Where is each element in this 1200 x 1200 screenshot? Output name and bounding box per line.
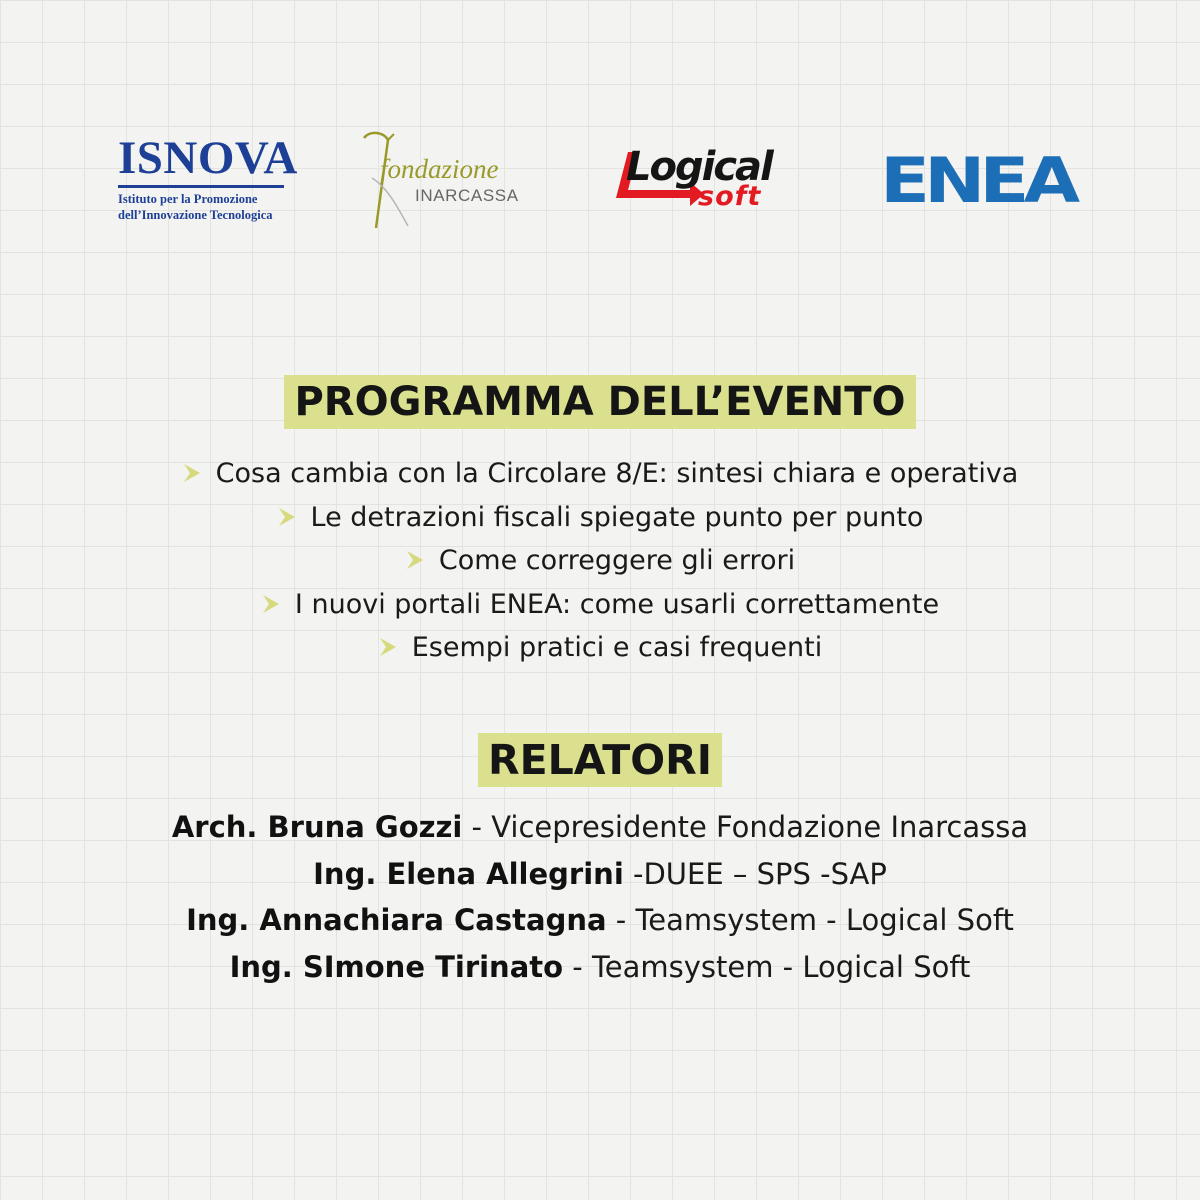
speakers-heading [0, 733, 1200, 787]
enea-logo [880, 144, 1080, 217]
fondazione-logo-line2: INARCASSA [415, 186, 519, 205]
list-item [0, 496, 1200, 540]
program-heading [0, 375, 1200, 429]
speaker-name: Ing. SImone Tirinato [229, 949, 564, 984]
chevron-right-icon [277, 506, 297, 528]
logical-logo-line1: Logical [626, 144, 772, 190]
list-item [0, 583, 1200, 627]
speaker-row [0, 804, 1200, 851]
fondazione-logo-line1: fondazione [380, 154, 499, 184]
program-heading-text: PROGRAMMA DELL’EVENTO [284, 375, 915, 429]
speaker-row [0, 897, 1200, 944]
isnova-logo-divider [118, 185, 284, 188]
enea-logo-name: ENEA [880, 144, 1075, 217]
speaker-role: -DUEE – SPS -SAP [623, 856, 887, 891]
logical-soft-logo [612, 144, 827, 218]
program-item-text: I nuovi portali ENEA: come usarli correttamente [294, 588, 940, 620]
speaker-role: - Teamsystem - Logical Soft [606, 903, 1014, 937]
chevron-right-icon [405, 549, 425, 571]
chevron-right-icon [261, 593, 281, 615]
chevron-right-icon [378, 636, 398, 658]
isnova-logo-line2: dell’Innovazione Tecnologica [118, 208, 273, 222]
isnova-logo [118, 132, 298, 223]
chevron-right-icon [182, 462, 202, 484]
isnova-logo-line1: Istituto per la Promozione [118, 192, 258, 206]
speaker-role: - Teamsystem - Logical Soft [563, 949, 971, 984]
program-item-text: Le detrazioni fiscali spiegate punto per punto [310, 501, 924, 533]
program-item-text: Esempi pratici e casi frequenti [411, 632, 823, 663]
speaker-role: - Vicepresidente Fondazione Inarcassa [462, 810, 1029, 844]
speaker-name: Ing. Annachiara Castagna [186, 903, 607, 937]
speaker-row [0, 944, 1200, 991]
speaker-name: Arch. Bruna Gozzi [171, 810, 463, 844]
speaker-row [0, 851, 1200, 898]
speakers-list [0, 804, 1200, 990]
isnova-logo-name: ISNOVA [118, 132, 298, 184]
logical-logo-line2: soft [698, 181, 762, 212]
list-item [0, 539, 1200, 583]
program-item-text: Cosa cambia con la Circolare 8/E: sintesi chiara e operativa [215, 458, 1019, 489]
list-item [0, 626, 1200, 670]
fondazione-inarcassa-logo [358, 128, 548, 232]
program-list [0, 452, 1200, 670]
speakers-heading-text: RELATORI [478, 733, 722, 787]
list-item [0, 452, 1200, 496]
speaker-name: Ing. Elena Allegrini [313, 856, 624, 891]
program-item-text: Come correggere gli errori [438, 545, 796, 576]
